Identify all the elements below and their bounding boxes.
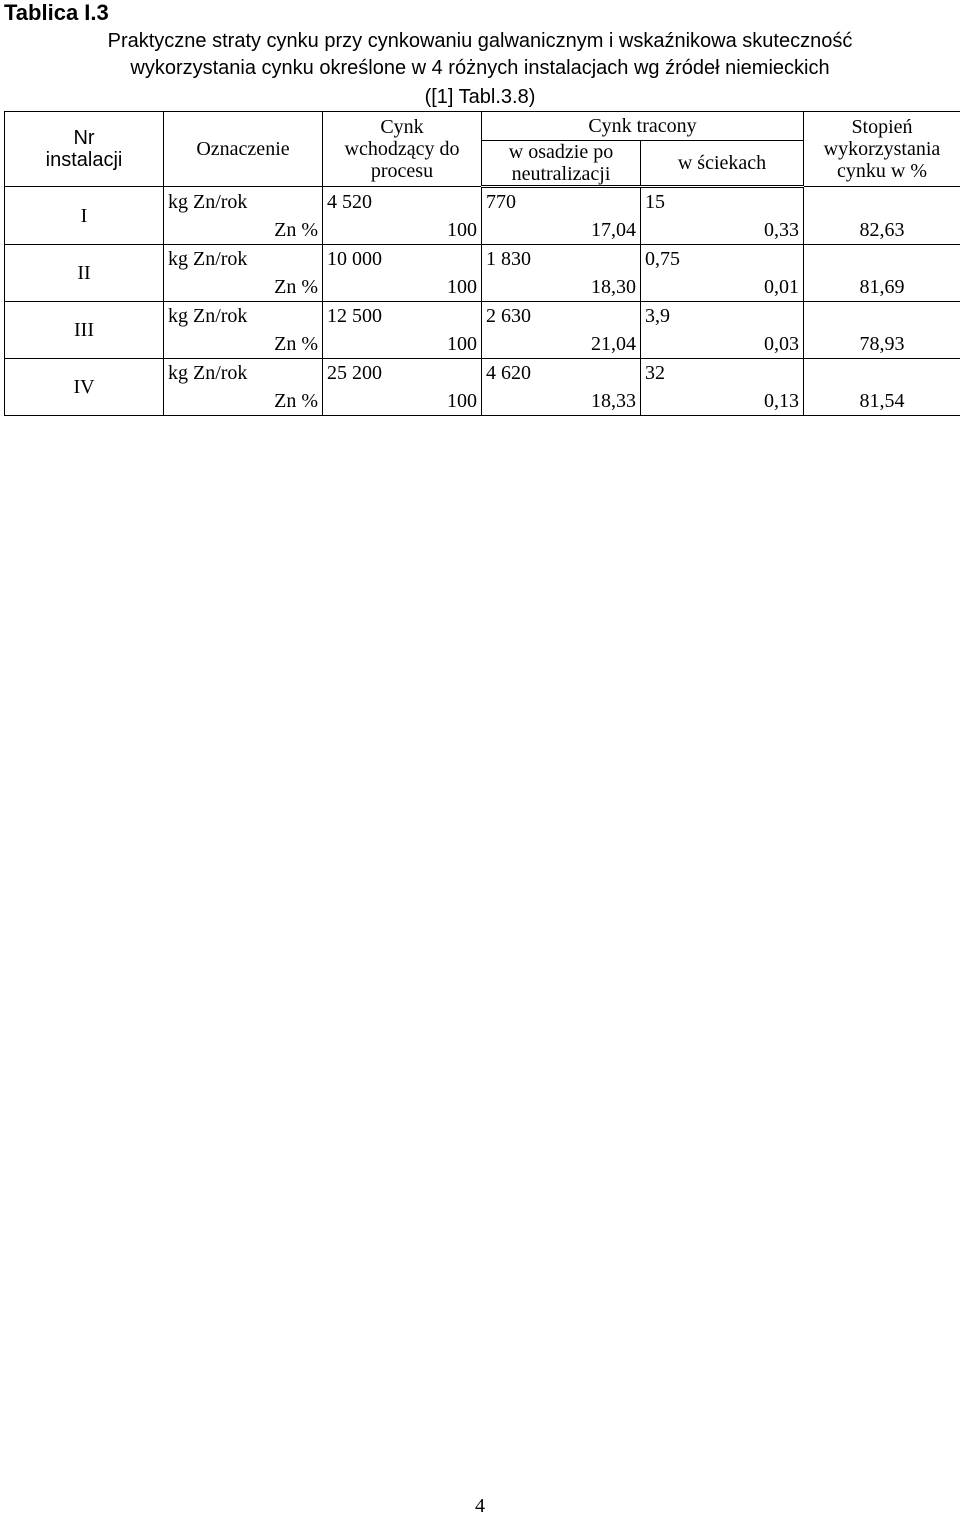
- cell-stopien-empty: [804, 245, 960, 274]
- cell-osad-pct: 21,04: [482, 330, 641, 359]
- cell-osad-pct: 17,04: [482, 216, 641, 245]
- header-nr-line1: Nr: [73, 127, 95, 149]
- cell-unit-kg: kg Zn/rok: [164, 187, 323, 217]
- cell-nr: III: [5, 302, 164, 359]
- header-osad-line2: neutralizacji: [511, 163, 611, 185]
- header-cynk-tracony: Cynk tracony: [482, 112, 804, 141]
- cell-scieki-kg: 32: [641, 359, 804, 388]
- cell-scieki-pct: 0,33: [641, 216, 804, 245]
- cell-in-kg: 10 000: [323, 245, 482, 274]
- cell-stopien: 81,69: [804, 273, 960, 302]
- header-osad-line1: w osadzie po: [508, 141, 614, 163]
- cell-unit-kg: kg Zn/rok: [164, 359, 323, 388]
- cell-stopien-empty: [804, 187, 960, 217]
- cell-scieki-pct: 0,13: [641, 387, 804, 416]
- header-scieki: w ściekach: [641, 141, 804, 187]
- cell-nr: II: [5, 245, 164, 302]
- header-stopien-line1: Stopień: [851, 116, 913, 138]
- page-number: 4: [475, 1495, 485, 1517]
- cell-scieki-kg: 15: [641, 187, 804, 217]
- header-stopien-line3: cynku w %: [837, 160, 927, 182]
- cell-osad-pct: 18,33: [482, 387, 641, 416]
- cell-osad-kg: 1 830: [482, 245, 641, 274]
- cell-stopien: 81,54: [804, 387, 960, 416]
- cell-scieki-kg: 0,75: [641, 245, 804, 274]
- table-row: [5, 187, 960, 217]
- header-cynk-wchodzacy: [323, 112, 482, 187]
- table-label: Tablica I.3: [4, 0, 109, 25]
- cell-in-kg: 25 200: [323, 359, 482, 388]
- header-cynk-in-line1: Cynk: [380, 116, 424, 138]
- header-stopien-line2: wykorzystania: [823, 138, 941, 160]
- cell-unit-kg: kg Zn/rok: [164, 245, 323, 274]
- cell-in-kg: 12 500: [323, 302, 482, 331]
- cell-unit-pct: Zn %: [164, 273, 323, 302]
- cell-nr: I: [5, 187, 164, 245]
- header-oznaczenie: Oznaczenie: [164, 112, 323, 187]
- cell-stopien: 82,63: [804, 216, 960, 245]
- table-row: [5, 359, 960, 388]
- table-row: [5, 302, 960, 331]
- header-stopien: [804, 112, 960, 187]
- header-nr-line2: instalacji: [45, 149, 123, 171]
- caption-line-3: ([1] Tabl.3.8): [424, 86, 536, 108]
- cell-in-pct: 100: [323, 273, 482, 302]
- cell-in-pct: 100: [323, 216, 482, 245]
- cell-scieki-pct: 0,01: [641, 273, 804, 302]
- cell-in-pct: 100: [323, 387, 482, 416]
- cell-scieki-pct: 0,03: [641, 330, 804, 359]
- cell-stopien-empty: [804, 302, 960, 331]
- cell-in-kg: 4 520: [323, 187, 482, 217]
- cell-unit-pct: Zn %: [164, 387, 323, 416]
- zinc-loss-table: [4, 111, 960, 416]
- cell-osad-kg: 2 630: [482, 302, 641, 331]
- caption-line-1: Praktyczne straty cynku przy cynkowaniu galwanicznym i wskaźnikowa skuteczność: [107, 30, 853, 52]
- cell-in-pct: 100: [323, 330, 482, 359]
- cell-stopien: 78,93: [804, 330, 960, 359]
- cell-unit-pct: Zn %: [164, 330, 323, 359]
- header-cynk-in-line3: procesu: [370, 160, 434, 182]
- cell-stopien-empty: [804, 359, 960, 388]
- header-nr-instalacji: [5, 112, 164, 187]
- cell-osad-pct: 18,30: [482, 273, 641, 302]
- cell-osad-kg: 4 620: [482, 359, 641, 388]
- cell-osad-kg: 770: [482, 187, 641, 217]
- caption-line-2: wykorzystania cynku określone w 4 różnych instalacjach wg źródeł niemieckich: [130, 57, 830, 79]
- cell-scieki-kg: 3,9: [641, 302, 804, 331]
- header-cynk-in-line2: wchodzący do: [344, 138, 460, 160]
- cell-unit-kg: kg Zn/rok: [164, 302, 323, 331]
- cell-unit-pct: Zn %: [164, 216, 323, 245]
- header-osad: [482, 141, 641, 187]
- cell-nr: IV: [5, 359, 164, 416]
- table-row: [5, 245, 960, 274]
